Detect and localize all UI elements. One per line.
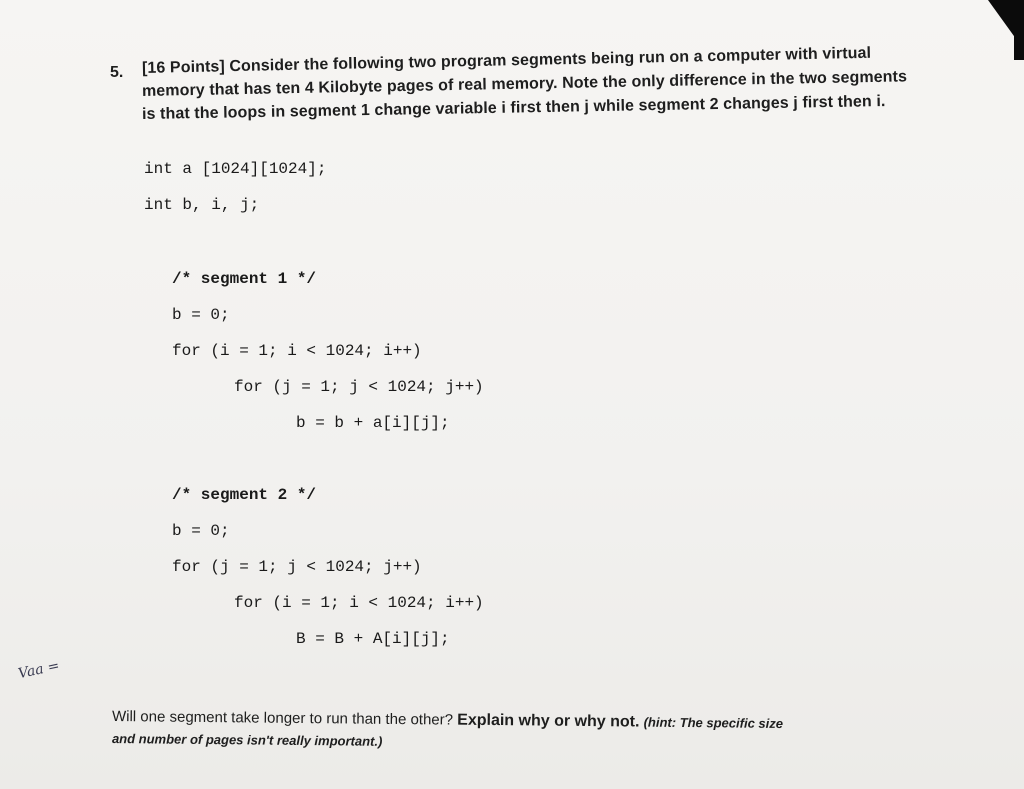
final-question	[112, 708, 783, 733]
segment-2-comment: /* segment 2 */	[172, 486, 317, 504]
page-edge-shadow	[1014, 0, 1024, 60]
final-question-hint-end: and number of pages isn't really important.)	[111, 731, 383, 749]
question-text-line-1: [16 Points] Consider the following two program segments being run on a computer with virtual	[141, 44, 872, 77]
segment-1-inner-loop: for (j = 1; j < 1024; j++)	[234, 378, 484, 396]
segment-2-body: B = B + A[i][j];	[296, 630, 450, 648]
segment-1-init: b = 0;	[172, 306, 230, 324]
segment-2-inner-loop: for (i = 1; i < 1024; i++)	[234, 594, 484, 612]
margin-handwritten-note: Vaa =	[16, 657, 61, 683]
declaration-array: int a [1024][1024];	[144, 160, 327, 178]
segment-2-init: b = 0;	[172, 522, 230, 540]
segment-1-body: b = b + a[i][j];	[296, 414, 450, 432]
final-question-text: Will one segment take longer to run than the other?	[111, 708, 454, 729]
segment-1-outer-loop: for (i = 1; i < 1024; i++)	[172, 342, 422, 360]
final-question-hint-start: (hint: The specific size	[643, 714, 784, 732]
segment-2-outer-loop: for (j = 1; j < 1024; j++)	[172, 558, 422, 576]
segment-1-comment: /* segment 1 */	[172, 270, 317, 288]
final-question-explain: Explain why or why not.	[457, 711, 640, 731]
question-text-line-3: is that the loops in segment 1 change variable i first then j while segment 2 changes j first then i.	[141, 93, 886, 123]
question-text-line-2: memory that has ten 4 Kilobyte pages of real memory. Note the only difference in the two segments	[141, 68, 908, 100]
declaration-variables: int b, i, j;	[144, 196, 260, 214]
question-number: 5.	[110, 64, 124, 81]
